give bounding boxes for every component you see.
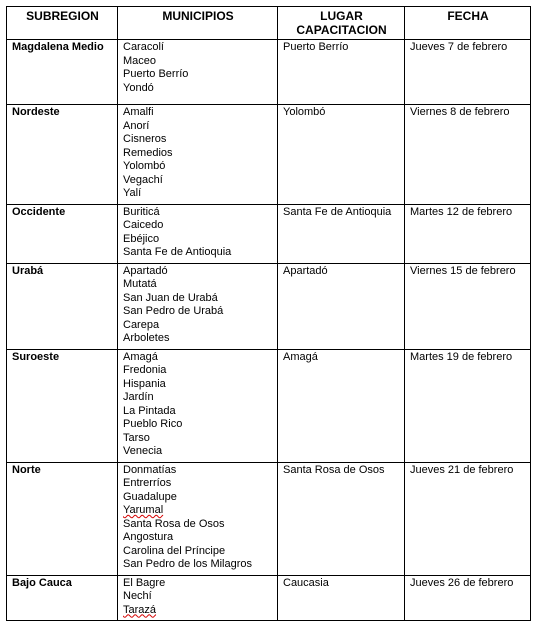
municipio-item [123,604,273,618]
municipio-item [123,504,273,518]
municipio-item: Nechí [123,590,152,602]
lugar-cell: Apartadó [278,263,405,349]
municipio-item: La Pintada [123,404,176,417]
municipio-item: Tarso [123,431,150,444]
subregion-cell: Bajo Cauca [7,575,118,621]
table-row [7,349,531,462]
lugar-cell: Caucasia [278,575,405,621]
table-row [7,462,531,575]
table-row [7,40,531,105]
municipio-item: Vegachí [123,173,163,186]
table-row [7,575,531,621]
municipios-cell [118,263,278,349]
column-header-lugar-capacitacion: LUGAR CAPACITACION [278,7,405,40]
municipio-item: Jardín [123,391,154,403]
municipio-item: Entrerríos [123,477,172,489]
fecha-cell: Viernes 15 de febrero [405,263,531,349]
municipio-item: Remedios [123,146,173,159]
fecha-cell: Martes 12 de febrero [405,204,531,263]
column-header-fecha: FECHA [405,7,531,40]
municipio-item: Cisneros [123,133,167,145]
fecha-cell: Jueves 21 de febrero [405,462,531,575]
table-row [7,105,531,205]
municipio-item: San Pedro de Urabá [123,305,224,317]
municipio-item: Venecia [123,445,163,457]
municipio-item: Yolombó [123,160,166,172]
lugar-cell: Amagá [278,349,405,462]
municipio-item: Mutatá [123,278,157,290]
fecha-cell: Viernes 8 de febrero [405,105,531,205]
subregion-cell: Urabá [7,263,118,349]
municipio-item: Arboletes [123,332,170,344]
fecha-cell: Jueves 7 de febrero [405,40,531,105]
municipio-item: Maceo [123,54,157,67]
subregion-cell: Magdalena Medio [7,40,118,105]
municipio-item: Pueblo Rico [123,418,183,430]
municipio-item: Yalí [123,187,142,199]
municipio-item: El Bagre [123,576,166,589]
lugar-cell: Santa Fe de Antioquia [278,204,405,263]
municipios-cell [118,40,278,105]
municipios-cell [118,105,278,205]
column-header-subregion: SUBREGION [7,7,118,40]
municipio-item: Yondó [123,81,154,94]
municipio-item: Caracolí [123,41,164,53]
municipio-item: Ebéjico [123,232,160,245]
municipio-item: Santa Fe de Antioquia [123,246,232,258]
municipio-item: Anorí [123,119,150,132]
lugar-cell: Puerto Berrío [278,40,405,105]
subregion-cell: Nordeste [7,105,118,205]
municipios-cell [118,575,278,621]
municipio-item: Fredonia [123,364,167,376]
spellcheck-underline-text: Tarazá [123,603,157,616]
header-row [7,7,531,40]
municipio-item: San Juan de Urabá [123,291,218,304]
municipio-item: Amagá [123,350,158,363]
municipio-item: San Pedro de los Milagros [123,558,253,570]
table-row [7,263,531,349]
fecha-cell: Jueves 26 de febrero [405,575,531,621]
municipios-cell [118,462,278,575]
subregion-cell: Norte [7,462,118,575]
fecha-cell: Martes 19 de febrero [405,349,531,462]
table-row [7,204,531,263]
lugar-cell: Santa Rosa de Osos [278,462,405,575]
municipio-item: Carepa [123,318,160,331]
training-schedule-table [6,6,531,621]
municipio-item: Caicedo [123,219,164,231]
municipio-item: Puerto Berrío [123,68,189,80]
column-header-municipios: MUNICIPIOS [118,7,278,40]
subregion-cell: Occidente [7,204,118,263]
spellcheck-underline-text: Yarumal [123,504,164,516]
municipio-item: Hispania [123,377,166,390]
municipio-item: Buriticá [123,205,160,218]
municipio-item: Angostura [123,531,174,543]
municipio-item: Apartadó [123,264,168,277]
municipio-item: Santa Rosa de Osos [123,517,225,530]
municipios-cell [118,204,278,263]
subregion-cell: Suroeste [7,349,118,462]
municipio-item: Amalfi [123,106,154,118]
municipio-item: Carolina del Príncipe [123,544,226,557]
municipios-cell [118,349,278,462]
municipio-item: Guadalupe [123,490,177,503]
municipio-item: Donmatías [123,463,177,476]
lugar-cell: Yolombó [278,105,405,205]
